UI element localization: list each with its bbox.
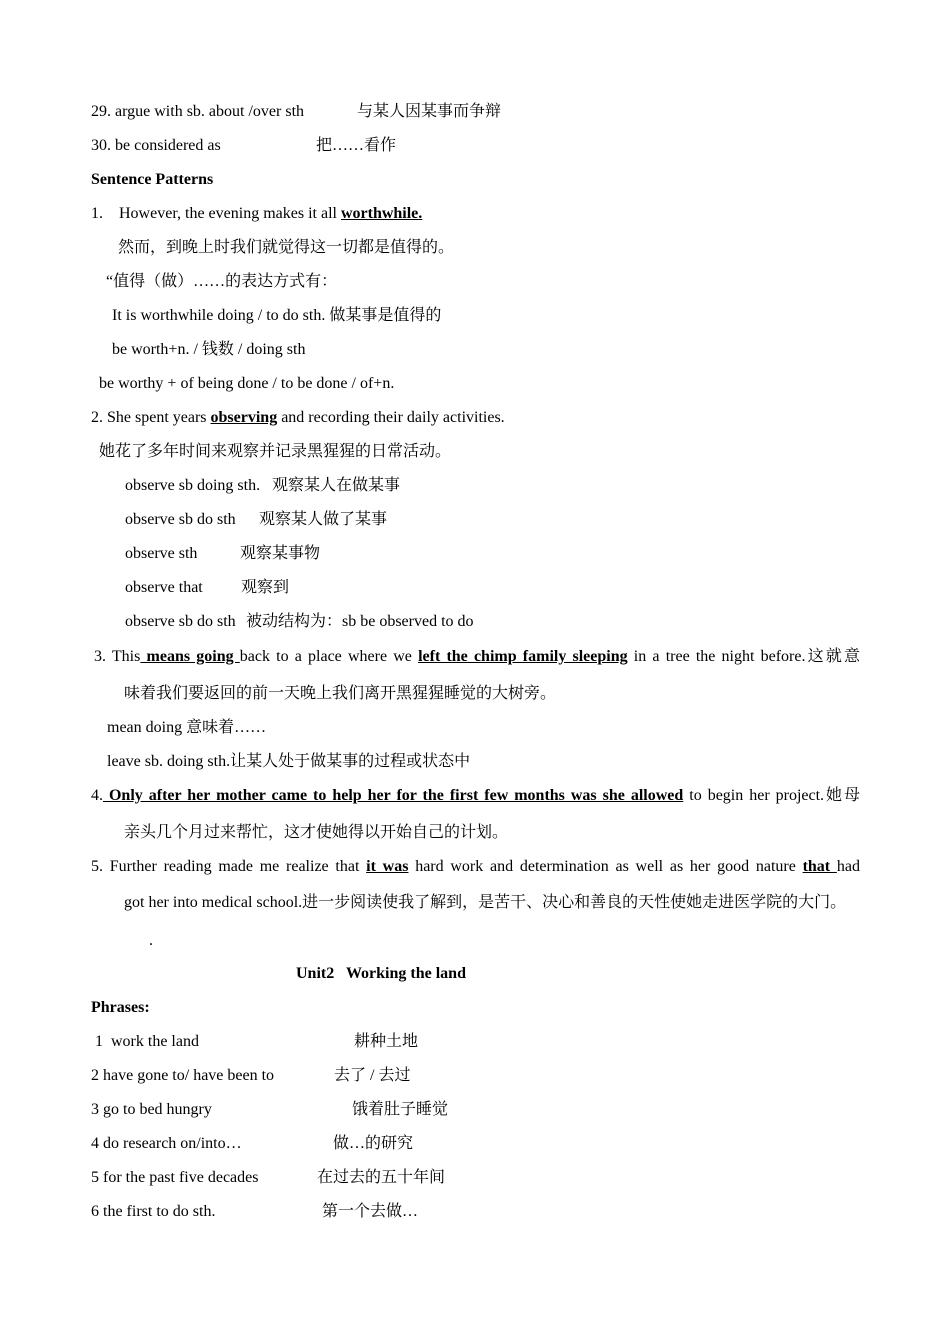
observe-usage-1-en: observe sb doing sth. [125, 477, 261, 494]
sentence-5-that: that [802, 858, 837, 875]
observe-usage-5-zh: 被动结构为：sb be observed to do [246, 613, 474, 630]
unit2-phrase-2-zh: 去了 / 去过 [334, 1067, 411, 1084]
sentence-patterns-heading: Sentence Patterns [91, 171, 214, 188]
sentence-1-text: 1. However, the evening makes it all [91, 205, 341, 222]
sentence-5-it-was: it was [366, 858, 409, 875]
sentence-3-continuation: 味着我们要返回的前一天晚上我们离开黑猩猩睡觉的大树旁。 [124, 685, 557, 702]
sentence-5-continuation: got her into medical school.进一步阅读使我了解到，是苦干、决心和善良的天性使她走进医学院的大门。 [124, 894, 847, 911]
unit2-phrase-3-zh: 饿着肚子睡觉 [352, 1101, 449, 1118]
sentence-2-translation: 她花了多年时间来观察并记录黑猩猩的日常活动。 [99, 443, 452, 460]
sentence-4 [91, 786, 860, 806]
sentence-5 [91, 857, 860, 877]
sentence-4-c: to begin her project.她母 [683, 787, 860, 804]
sentence-5-e: had [836, 858, 860, 875]
sentence-1-translation: 然而，到晚上时我们就觉得这一切都是值得的。 [118, 239, 455, 256]
observe-usage-3-en: observe sth [125, 545, 198, 562]
sentence-3-means-going: means going [140, 648, 240, 665]
sentence-5-a: 5. Further reading made me realize that [91, 858, 367, 875]
observe-usage-2-zh: 观察某人做了某事 [259, 511, 388, 528]
observe-usage-1-zh: 观察某人在做某事 [272, 477, 401, 494]
sentence-3-note-1: mean doing 意味着…… [107, 719, 267, 736]
sentence-3-a: 3. This [94, 648, 141, 665]
unit2-phrase-1-en: 1 work the land [91, 1033, 199, 1050]
observe-usage-2-en: observe sb do sth [125, 511, 236, 528]
unit2-phrase-5-zh: 在过去的五十年间 [317, 1169, 446, 1186]
unit2-phrase-5-en: 5 for the past five decades [91, 1169, 259, 1186]
sentence-2 [91, 408, 505, 428]
sentence-2-keyword: observing [210, 409, 278, 426]
sentence-2-pre: 2. She spent years [91, 409, 211, 426]
unit2-phrase-3-en: 3 go to bed hungry [91, 1101, 212, 1118]
sentence-4-continuation: 亲头几个月过来帮忙，这才使她得以开始自己的计划。 [124, 824, 509, 841]
sentence-3-note-2: leave sb. doing sth.让某人处于做某事的过程或状态中 [107, 753, 471, 770]
sentence-1-note-1: It is worthwhile doing / to do sth. 做某事是值得的 [112, 307, 442, 324]
sentence-5-c: hard work and determination as well as her good nature [408, 858, 803, 875]
sentence-4-keyphrase: Only after her mother came to help her for the first few months was she allowed [103, 787, 684, 804]
unit2-phrase-6-en: 6 the first to do sth. [91, 1203, 216, 1220]
sentence-2-post: and recording their daily activities. [277, 409, 505, 426]
sentence-4-a: 4. [91, 787, 103, 804]
unit2-title: Unit2 Working the land [296, 965, 466, 982]
sentence-3 [94, 647, 860, 667]
unit2-phrase-2-en: 2 have gone to/ have been to [91, 1067, 275, 1084]
unit2-phrases-heading: Phrases: [91, 999, 150, 1016]
sentence-3-c: back to a place where we [239, 648, 419, 665]
unit2-phrase-1-zh: 耕种土地 [354, 1033, 419, 1050]
observe-usage-5-en: observe sb do sth [125, 613, 236, 630]
unit2-phrase-4-zh: 做…的研究 [333, 1135, 414, 1152]
sentence-1 [91, 204, 422, 224]
unit2-phrase-6-zh: 第一个去做… [322, 1203, 419, 1220]
observe-usage-4-zh: 观察到 [241, 579, 290, 596]
observe-usage-3-zh: 观察某事物 [240, 545, 321, 562]
unit2-phrase-4-en: 4 do research on/into… [91, 1135, 242, 1152]
phrase-30-zh: 把……看作 [316, 137, 397, 154]
phrase-29-en: 29. argue with sb. about /over sth [91, 103, 305, 120]
sentence-5-dot: . [149, 932, 153, 949]
sentence-3-e: in a tree the night before.这就意 [627, 648, 861, 665]
sentence-1-note-title: “值得（做）……的表达方式有： [106, 273, 338, 290]
sentence-1-keyword: worthwhile. [340, 205, 423, 222]
sentence-3-left-chimp: left the chimp family sleeping [418, 648, 628, 665]
sentence-1-note-2: be worth+n. / 钱数 / doing sth [112, 341, 306, 358]
phrase-29-zh: 与某人因某事而争辩 [357, 103, 502, 120]
sentence-1-note-3: be worthy + of being done / to be done / of+n. [99, 375, 395, 392]
observe-usage-4-en: observe that [125, 579, 203, 596]
phrase-30-en: 30. be considered as [91, 137, 221, 154]
